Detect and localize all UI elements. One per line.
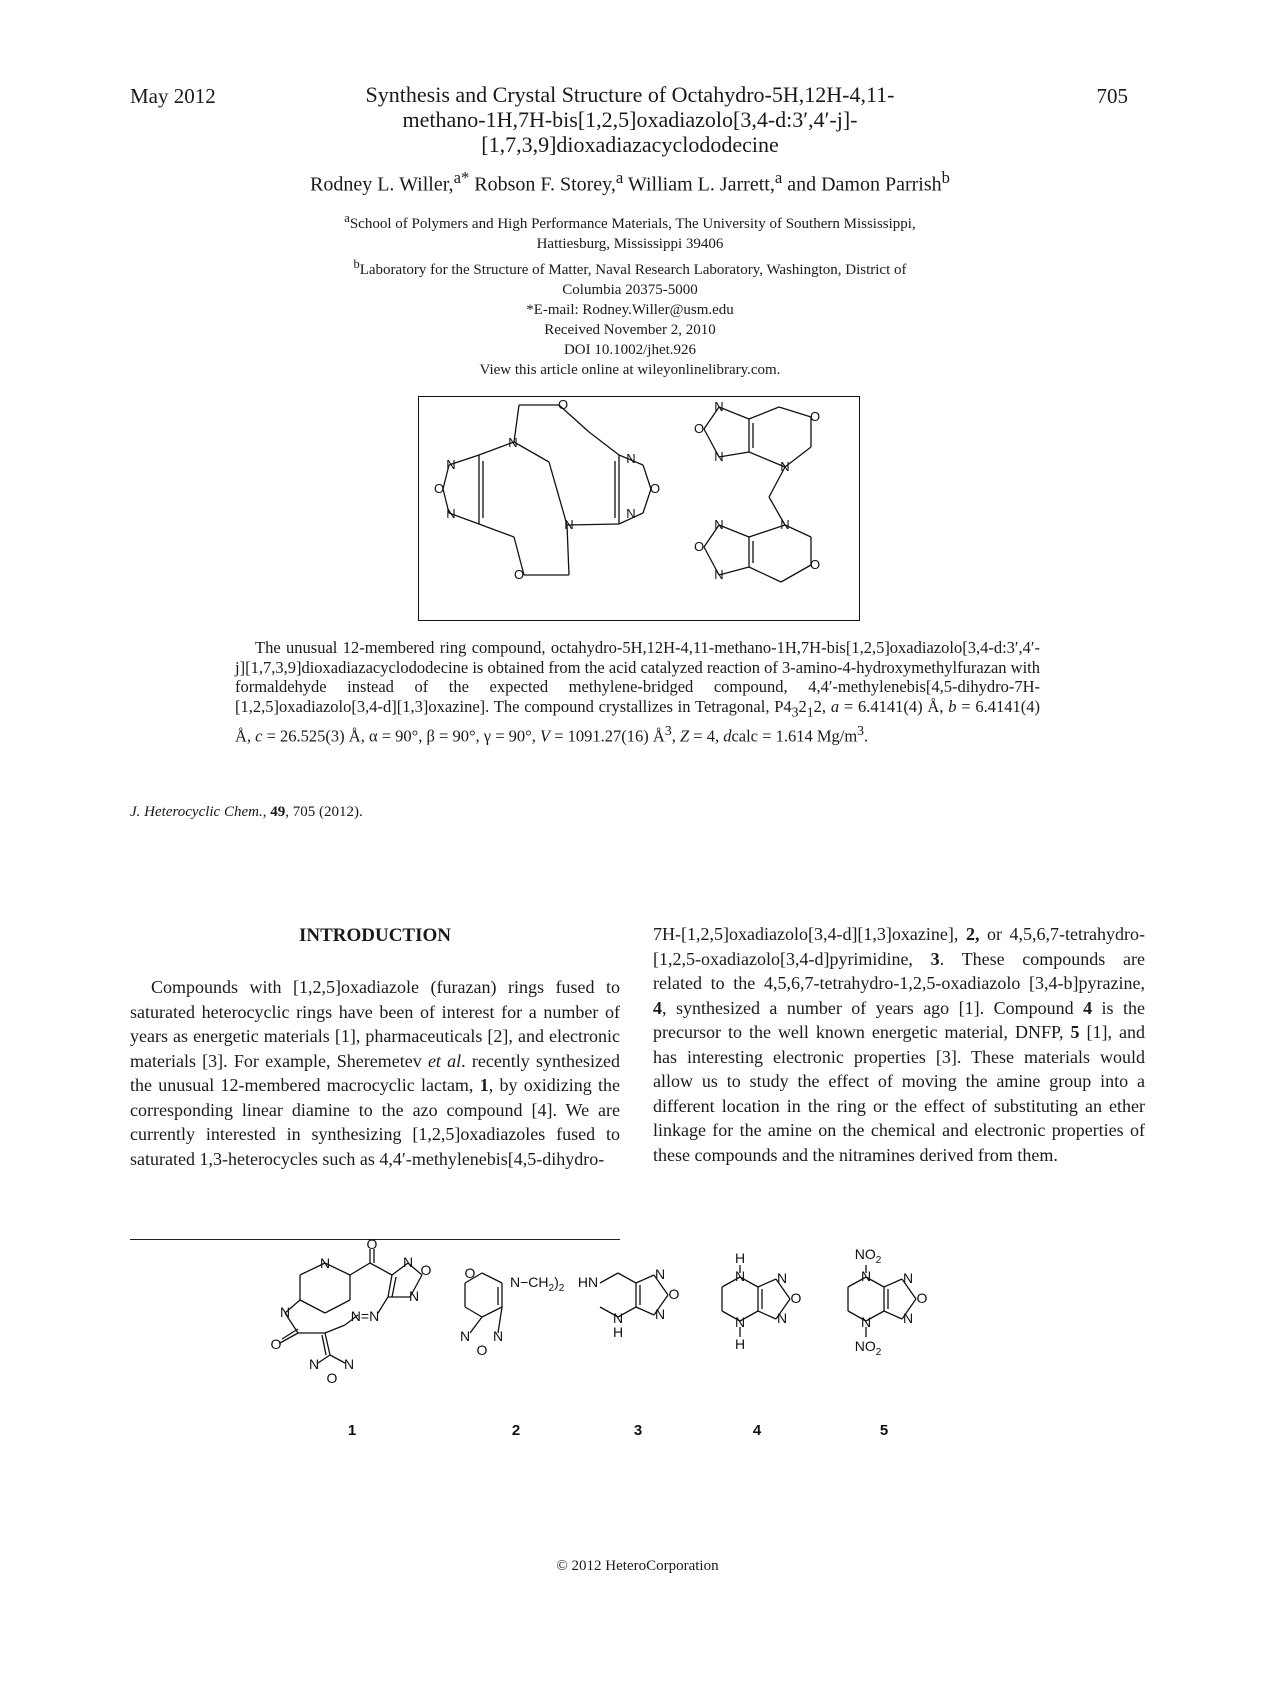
scheme-atom-o: O bbox=[270, 1336, 282, 1352]
compound-1-structure bbox=[271, 1236, 432, 1386]
toc-atom-n: N bbox=[714, 399, 724, 414]
scheme-atom-n: N bbox=[776, 1310, 788, 1326]
intro-text: or 4,5,6,7-tetrahydro-[1,2,5-oxadiazolo[3,4-d]pyrimidine, bbox=[653, 924, 1145, 969]
author-jarrett: William L. Jarrett, bbox=[623, 173, 775, 196]
toc-atom-n: N bbox=[714, 517, 724, 532]
scheme-atom-h: H bbox=[734, 1336, 746, 1352]
compound-2-substituent bbox=[510, 1274, 565, 1294]
header-page-number: 705 bbox=[1096, 84, 1128, 108]
journal-name: J. Heterocyclic Chem. bbox=[130, 804, 263, 820]
abstract-text: calc = 1.614 Mg/m bbox=[731, 726, 858, 746]
scheme-no2: NO bbox=[854, 1246, 876, 1262]
graphical-abstract-structures bbox=[419, 397, 861, 622]
scheme-atom-n: N bbox=[459, 1328, 471, 1344]
affiliation-a-line2: Hattiesburg, Mississippi 39406 bbox=[536, 236, 724, 252]
author-storey-affil: a bbox=[615, 168, 624, 187]
scheme-no2-top bbox=[855, 1246, 882, 1266]
intro-paragraph-continued bbox=[653, 922, 1145, 1167]
affiliation-b-line1 bbox=[240, 254, 1020, 280]
scheme-atom-n: N bbox=[776, 1270, 788, 1286]
affiliation-a-line1 bbox=[240, 208, 1020, 234]
scheme-atom-o: O bbox=[420, 1262, 432, 1278]
scheme-sub: 2 bbox=[875, 1255, 882, 1266]
compound-ref-2: 2, bbox=[965, 924, 980, 944]
compound-4-structure bbox=[722, 1250, 802, 1352]
title-line-1: Synthesis and Crystal Structure of Octahydro-5H,12H-4,11- bbox=[365, 82, 895, 107]
scheme-atom-h: H bbox=[612, 1324, 624, 1340]
toc-atom-o: O bbox=[433, 481, 445, 496]
abstract-var-v: V bbox=[540, 726, 551, 746]
author-jarrett-affil: a bbox=[774, 168, 783, 187]
compound-scheme-svg bbox=[270, 1236, 1030, 1455]
scheme-atom-n: N bbox=[492, 1328, 504, 1344]
affiliation-b-mark: b bbox=[353, 257, 360, 271]
scheme-atom-o: O bbox=[366, 1236, 378, 1252]
article-title bbox=[300, 82, 960, 157]
toc-atom-o: O bbox=[693, 421, 705, 436]
intro-text: . These compounds are related to the 4,5,6,7-tetrahydro-1,2,5-oxadiazolo [3,4-b]pyrazine, bbox=[653, 948, 1145, 993]
scheme-no2: NO bbox=[854, 1338, 876, 1354]
abstract-text: = 6.4141(4) Å, bbox=[839, 696, 949, 716]
abstract-sub: 3 bbox=[791, 703, 799, 719]
abstract-var-c: c bbox=[255, 726, 263, 746]
toc-atom-n: N bbox=[714, 449, 724, 464]
scheme-atom-n: N bbox=[654, 1306, 666, 1322]
title-line-2: methano-1H,7H-bis[1,2,5]oxadiazolo[3,4-d:3′,4′-j]- bbox=[402, 107, 858, 132]
intro-column-right bbox=[653, 922, 1145, 1167]
intro-et-al: et al bbox=[427, 1050, 462, 1071]
abstract-var-a: a bbox=[830, 696, 840, 716]
scheme-atom-n: N bbox=[308, 1356, 320, 1372]
compound-label-3: 3 bbox=[633, 1422, 643, 1439]
abstract-paragraph bbox=[235, 638, 1040, 746]
intro-text: , by oxidizing the corresponding linear diamine to the azo compound [4]. We are currently interested in synthesizing [1,2,5]oxadiazoles fused to saturated 1,3-heterocycles such as 4,4′-methylenebis[4,5-dihydro- bbox=[130, 1075, 621, 1169]
compound-ref-4: 4 bbox=[653, 997, 662, 1018]
intro-text: is the precursor to the well known energetic material, DNFP, bbox=[653, 997, 1145, 1042]
section-heading-introduction: INTRODUCTION bbox=[298, 925, 452, 946]
compound-ref-1: 1 bbox=[479, 1075, 489, 1095]
scheme-atom-o: O bbox=[790, 1290, 802, 1306]
scheme-no2-bottom bbox=[855, 1338, 882, 1358]
scheme-atom-n: N bbox=[402, 1254, 414, 1270]
toc-atom-o: O bbox=[693, 539, 705, 554]
author-parrish: and Damon Parrish bbox=[782, 173, 942, 196]
abstract-sub: 1 bbox=[806, 703, 814, 719]
abstract-sup: 3 bbox=[857, 723, 865, 739]
affiliations bbox=[240, 208, 1020, 380]
toc-atom-n: N bbox=[626, 451, 636, 466]
intro-column-left bbox=[130, 975, 620, 1171]
compound-label-2: 2 bbox=[511, 1422, 521, 1439]
intro-text: Compounds with [1,2,5]oxadiazole (furazan) rings fused to saturated heterocyclic rings have been of interest for a number of years as energetic materials [1], pharmaceuticals [2], and electronic materials [3]. For example, Sheremetev bbox=[130, 977, 620, 1071]
affiliation-a-text: School of Polymers and High Performance Materials, The University of Southern Mississippi, bbox=[349, 216, 916, 232]
toc-atom-n: N bbox=[714, 567, 724, 582]
toc-atom-o: O bbox=[649, 481, 661, 496]
compound-label-5: 5 bbox=[879, 1422, 889, 1439]
scheme-atom-n: N bbox=[319, 1255, 331, 1271]
scheme-atom-n: N bbox=[902, 1310, 914, 1326]
scheme-atom-n: N bbox=[734, 1314, 746, 1330]
abstract bbox=[235, 638, 1040, 746]
compound-ref-3: 3 bbox=[930, 948, 940, 969]
scheme-atom-o: O bbox=[916, 1290, 928, 1306]
title-line-3: [1,7,3,9]dioxadiazacyclododecine bbox=[481, 132, 779, 157]
author-willer-affil: a* bbox=[453, 168, 470, 187]
toc-atom-o: O bbox=[809, 557, 821, 572]
scheme-atom-n: N bbox=[612, 1310, 624, 1326]
scheme-sub: 2 bbox=[558, 1283, 565, 1294]
toc-atom-n: N bbox=[446, 506, 456, 521]
abstract-var-z: Z bbox=[679, 726, 690, 746]
intro-text: [1], and has interesting electronic properties [3]. These materials would allow us to study the effect of moving the amine group into a different location in the ring or the effect of substituting an ether linkage for the amine on the chemical and electronic properties of these compounds and the nitramines derived from them. bbox=[653, 1022, 1145, 1165]
scheme-sub: 2 bbox=[875, 1347, 882, 1358]
toc-atom-n: N bbox=[626, 506, 636, 521]
intro-text: , synthesized a number of years ago [1]. Compound bbox=[662, 997, 1084, 1018]
scheme-atom-n: N bbox=[279, 1304, 291, 1320]
journal-pages-year: , 705 (2012). bbox=[285, 804, 363, 820]
journal-sep: , bbox=[262, 804, 271, 820]
abstract-text: , bbox=[671, 726, 680, 746]
scheme-atom-h: H bbox=[734, 1250, 746, 1266]
abstract-text: The unusual 12-membered ring compound, octahydro-5H,12H-4,11-methano-1H,7H-bis[1,2,5]oxadiazolo[3,4-d:3′,4′-j][1,7,3,9]dioxadiazacyclododecine is obtained from the acid catalyzed reaction of 3-amino-4-hydroxymethylfurazan with formaldehyde instead of the expected methylene-bridged compound, 4,4′-methylenebis[4,5-dihydro-7H-[1,2,5]oxadiazolo[3,4-d][1,3]oxazine]. The compound crystallizes in Tetragonal, P4 bbox=[235, 638, 1040, 716]
journal-volume: 49 bbox=[270, 804, 286, 820]
abstract-text: = 6.4141(4) Å, bbox=[235, 696, 1040, 746]
scheme-atom-o: O bbox=[326, 1370, 338, 1386]
scheme-azo-label: N=N bbox=[350, 1308, 380, 1324]
toc-atom-o: O bbox=[513, 567, 525, 582]
compound-scheme bbox=[270, 1236, 1030, 1455]
scheme-atom-n: N bbox=[343, 1356, 355, 1372]
scheme-atom-n: N bbox=[408, 1288, 420, 1304]
scheme-atom-n: N bbox=[902, 1270, 914, 1286]
intro-text: 7H-[1,2,5]oxadiazolo[3,4-d][1,3]oxazine], bbox=[653, 924, 966, 944]
abstract-text: 2, bbox=[813, 696, 831, 716]
received-date: Received November 2, 2010 bbox=[544, 322, 716, 338]
abstract-text: . bbox=[864, 726, 869, 746]
scheme-nch2: N−CH bbox=[510, 1274, 549, 1290]
toc-atom-o: O bbox=[557, 397, 569, 412]
scheme-atom-o: O bbox=[464, 1265, 476, 1281]
compound-ref-5: 5 bbox=[1070, 1022, 1080, 1042]
author-parrish-affil: b bbox=[941, 168, 950, 187]
affiliation-b-line2: Columbia 20375-5000 bbox=[562, 282, 698, 298]
abstract-sup: 3 bbox=[664, 723, 672, 739]
compound-ref-4: 4 bbox=[1083, 997, 1093, 1018]
compound-label-4: 4 bbox=[752, 1422, 762, 1439]
doi[interactable]: DOI 10.1002/jhet.926 bbox=[563, 342, 697, 358]
intro-text: . recently synthesized the unusual 12-membered macrocyclic lactam, bbox=[130, 1050, 620, 1095]
abstract-text: = 26.525(3) Å, α = 90°, β = 90°, γ = 90°, bbox=[262, 726, 541, 746]
contact-email[interactable]: *E-mail: Rodney.Willer@usm.edu bbox=[526, 302, 734, 318]
abstract-var-b: b bbox=[948, 696, 957, 716]
affiliation-b-text: Laboratory for the Structure of Matter, Naval Research Laboratory, Washington, District of bbox=[359, 262, 907, 278]
author-storey: Robson F. Storey, bbox=[469, 173, 616, 196]
toc-atom-n: N bbox=[446, 457, 456, 472]
toc-atom-n: N bbox=[780, 517, 790, 532]
compound-5-structure bbox=[848, 1246, 928, 1358]
header-date: May 2012 bbox=[130, 84, 216, 108]
scheme-atom-o: O bbox=[476, 1342, 488, 1358]
copyright-notice: © 2012 HeteroCorporation bbox=[556, 1558, 719, 1574]
author-willer: Rodney L. Willer, bbox=[310, 173, 454, 196]
compound-2-structure bbox=[460, 1265, 565, 1358]
affiliation-a-mark: a bbox=[344, 211, 350, 225]
scheme-sub: 2 bbox=[548, 1283, 555, 1294]
abstract-var-d: d bbox=[723, 726, 732, 746]
toc-atom-o: O bbox=[809, 409, 821, 424]
author-list bbox=[200, 166, 1060, 197]
compound-3-structure bbox=[578, 1266, 680, 1340]
abstract-text: = 1091.27(16) Å bbox=[550, 726, 665, 746]
scheme-paren: ) bbox=[554, 1274, 559, 1290]
compound-label-1: 1 bbox=[347, 1422, 357, 1439]
graphical-abstract bbox=[418, 396, 860, 621]
scheme-atom-n: N bbox=[734, 1268, 746, 1284]
scheme-atom-n: N bbox=[860, 1314, 872, 1330]
intro-paragraph bbox=[130, 975, 620, 1171]
toc-atom-n: N bbox=[780, 459, 790, 474]
scheme-atom-n: N bbox=[860, 1268, 872, 1284]
scheme-atom-n: N bbox=[654, 1266, 666, 1282]
toc-atom-n: N bbox=[508, 435, 518, 450]
online-link[interactable]: View this article online at wileyonlinelibrary.com. bbox=[479, 362, 781, 378]
abstract-text: = 4, bbox=[689, 726, 724, 746]
toc-atom-n: N bbox=[564, 517, 574, 532]
journal-citation bbox=[130, 804, 363, 821]
scheme-hn: HN bbox=[577, 1274, 599, 1290]
scheme-atom-o: O bbox=[668, 1286, 680, 1302]
abstract-text: 2 bbox=[798, 696, 807, 716]
